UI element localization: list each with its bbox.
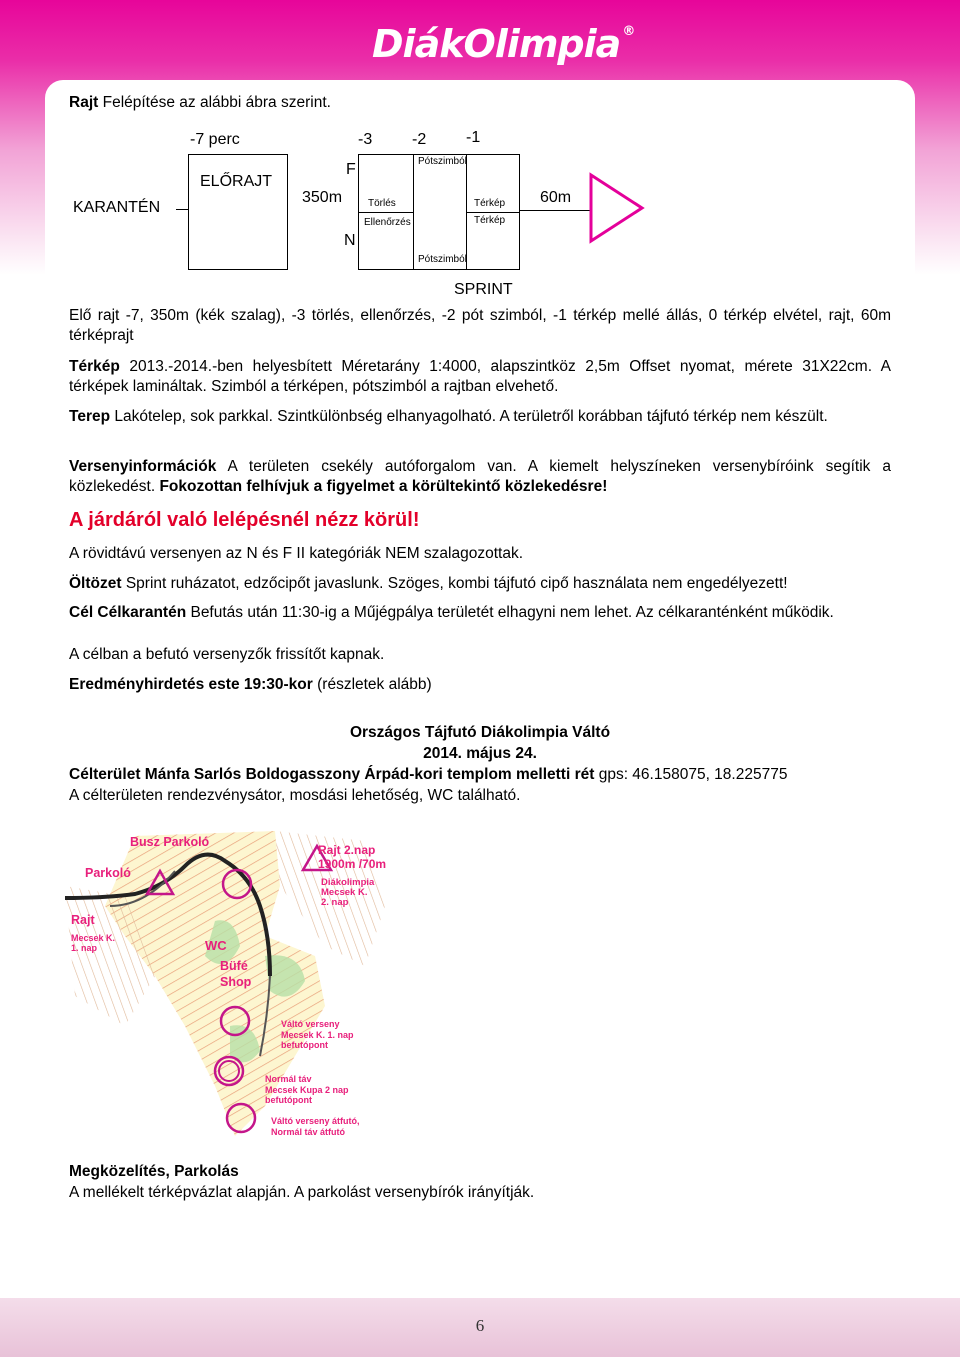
label-potszimbol-top: Pótszimból: [418, 156, 467, 167]
celterulet-line: Célterület Mánfa Sarlós Boldogasszony Árpád-kori templom melletti rét gps: 46.158075, 18.225775: [69, 766, 788, 783]
svg-text:Parkoló: Parkoló: [85, 866, 131, 880]
line-60m: [520, 210, 592, 211]
megkozelites-heading: Megközelítés, Parkolás: [69, 1163, 239, 1180]
eredmeny-line: Eredményhirdetés este 19:30-kor (részletek alább): [69, 676, 432, 693]
box-elorajt: [188, 154, 288, 270]
svg-text:Shop: Shop: [220, 975, 252, 989]
label-karanten: KARANTÉN: [73, 199, 161, 216]
megkozelites-text: A mellékelt térképvázlat alapján. A parkolást versenybírók irányítják.: [69, 1184, 535, 1201]
label-60m: 60m: [540, 189, 572, 206]
svg-text:Normál táv: Normál táv: [265, 1074, 312, 1084]
svg-text:WC: WC: [205, 938, 227, 953]
rovidtavu-line: A rövidtávú versenyen az N és F II kategóriák NEM szalagozottak.: [69, 545, 524, 562]
line-terkep: [466, 212, 520, 213]
valto-date: 2014. május 24.: [423, 745, 537, 762]
svg-text:2. nap: 2. nap: [321, 897, 349, 908]
label-terkep-2: Térkép: [474, 215, 506, 226]
svg-text:Mecsek K.: Mecsek K.: [321, 887, 368, 898]
svg-text:1. nap: 1. nap: [71, 943, 98, 953]
svg-text:Mecsek Kupa 2 nap: Mecsek Kupa 2 nap: [265, 1085, 349, 1095]
label-ellenorzes: Ellenőrzés: [364, 217, 411, 228]
label-minus2: -2: [412, 131, 427, 148]
rajt-intro: Rajt Felépítése az alábbi ábra szerint.: [69, 94, 331, 111]
line-torles: [358, 212, 414, 213]
verseny-paragraph: Versenyinformációk A területen csekély autóforgalom van. A kiemelt helyszíneken versenybíróink segítik a közlekedést. Fokozottan felhívjuk a figyelmet a körültekintő közlekedésre!: [69, 458, 891, 495]
line-karanten: [176, 209, 188, 210]
celterulet-info: A célterületen rendezvénysátor, mosdási lehetőség, WC található.: [69, 787, 521, 804]
svg-text:Normál táv átfutó: Normál táv átfutó: [271, 1127, 346, 1137]
page-number: 6: [475, 1316, 485, 1335]
approach-map: [65, 826, 395, 1156]
valto-title: Országos Tájfutó Diákolimpia Váltó: [349, 724, 611, 741]
label-350m: 350m: [302, 189, 343, 206]
label-minus7: -7 perc: [190, 131, 240, 148]
page-footer: [0, 1298, 960, 1357]
svg-text:Mecsek K.: Mecsek K.: [71, 933, 116, 943]
svg-text:1900m /70m: 1900m /70m: [318, 857, 387, 871]
cel-frissito-line: A célban a befutó versenyzők frissítőt kapnak.: [69, 646, 385, 663]
label-f: F: [346, 161, 356, 178]
svg-text:Váltó verseny átfutó,: Váltó verseny átfutó,: [271, 1116, 360, 1126]
svg-text:Busz Parkoló: Busz Parkoló: [130, 835, 210, 849]
label-minus1: -1: [466, 129, 481, 146]
terep-paragraph: Terep Lakótelep, sok parkkal. Szintkülönbség elhanyagolható. A területről korábban tájfutó térkép nem készült.: [69, 408, 828, 425]
label-n: N: [344, 232, 356, 249]
label-elorajt: ELŐRAJT: [200, 173, 273, 190]
start-triangle-icon: [588, 172, 648, 244]
label-torles: Törlés: [368, 198, 396, 209]
svg-text:Rajt: Rajt: [71, 913, 95, 927]
svg-text:befutópont: befutópont: [265, 1095, 312, 1105]
diakolimpia-logo: DiákOlimpia ®: [372, 22, 635, 66]
svg-text:befutópont: befutópont: [281, 1040, 328, 1050]
label-minus3: -3: [358, 131, 373, 148]
terkep-paragraph: Térkép 2013.-2014.-ben helyesbített Méretarány 1:4000, alapszintköz 2,5m Offset nyomat, mérete 31X22cm. A térképek lamináltak. Szimból a térképen, pótszimból a rajtban elvehető.: [69, 358, 891, 395]
svg-text:Rajt 2.nap: Rajt 2.nap: [318, 843, 376, 857]
svg-text:Diákolimpia: Diákolimpia: [321, 877, 375, 888]
elo-rajt-paragraph: Elő rajt -7, 350m (kék szalag), -3 törlés, ellenőrzés, -2 pót szimból, -1 térkép mellé állás, 0 térkép elvétel, rajt, 60m térképrajt: [69, 307, 891, 344]
oltozet-line: Öltözet Sprint ruházatot, edzőcipőt javaslunk. Szöges, kombi tájfutó cipő használata nem engedélyezett!: [69, 575, 788, 592]
svg-text:Mecsek K. 1. nap: Mecsek K. 1. nap: [281, 1030, 354, 1040]
svg-text:Büfé: Büfé: [220, 959, 248, 973]
label-sprint: SPRINT: [454, 281, 513, 298]
cel-paragraph: Cél Célkarantén Befutás után 11:30-ig a Műjégpálya területét elhagyni nem lehet. Az célkaranténként működik.: [69, 604, 834, 621]
svg-text:Váltó verseny: Váltó verseny: [281, 1019, 340, 1029]
warning-heading: A járdáról való lelépésnél nézz körül!: [69, 509, 420, 531]
divider-2: [413, 154, 414, 270]
label-terkep-1: Térkép: [474, 198, 506, 209]
label-potszimbol-bottom: Pótszimból: [418, 254, 467, 265]
